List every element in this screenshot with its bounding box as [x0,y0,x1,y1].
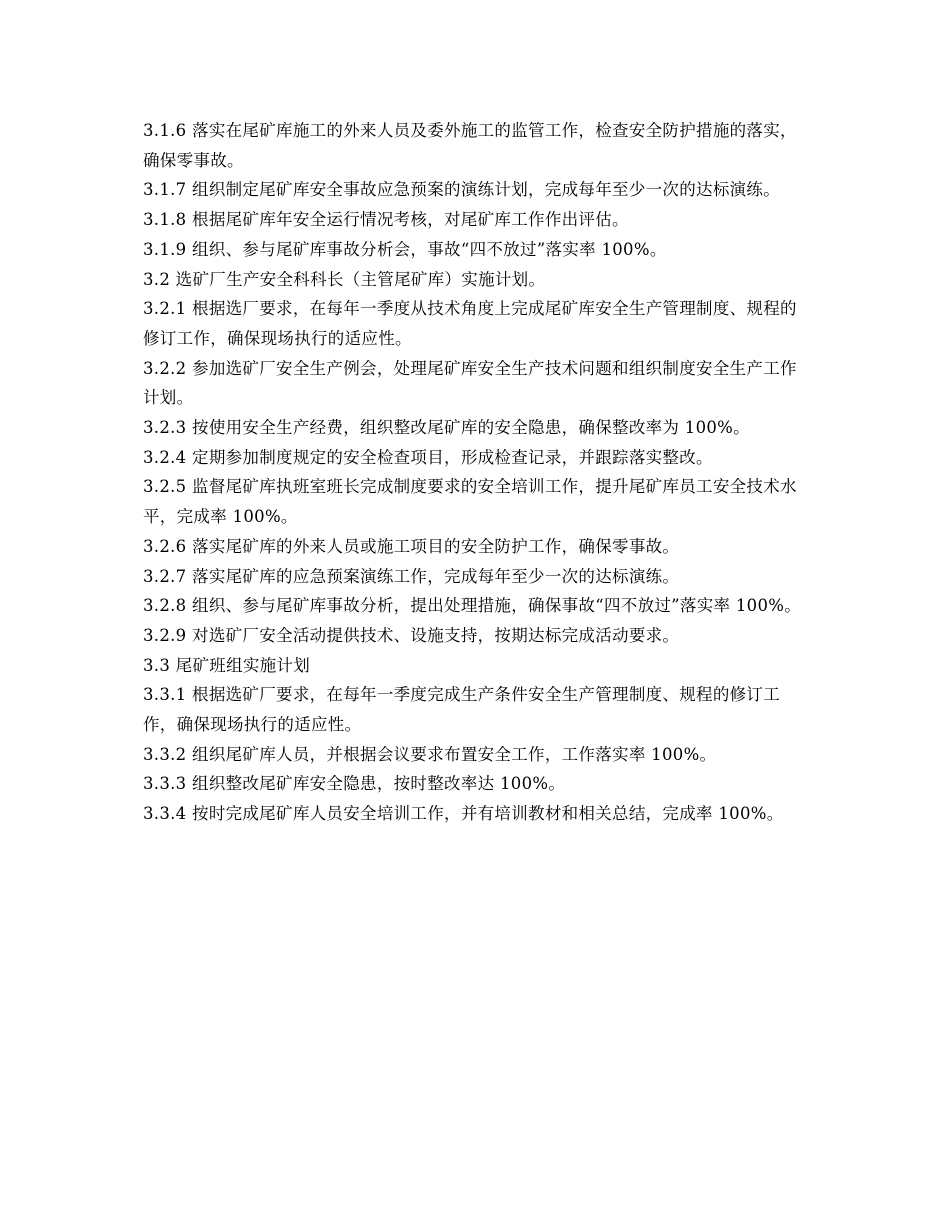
section-heading-3-3: 3.3 尾矿班组实施计划 [143,655,311,675]
paragraph-3-2-6: 3.2.6 落实尾矿库的外来人员或施工项目的安全防护工作，确保零事故。 [143,536,680,556]
paragraph-3-2-3: 3.2.3 按使用安全生产经费，组织整改尾矿库的安全隐患，确保整改率为 100%。 [143,418,750,438]
paragraph-3-3-1: 3.3.1 根据选矿厂要求，在每年一季度完成生产条件安全生产管理制度、规程的修订工作，确保现场执行的适应性。 [143,685,781,735]
paragraph-3-2-5: 3.2.5 监督尾矿库执班室班长完成制度要求的安全培训工作，提升尾矿库员工安全技术水平，完成率 100%。 [143,477,797,527]
paragraph-3-2-7: 3.2.7 落实尾矿库的应急预案演练工作，完成每年至少一次的达标演练。 [143,566,680,586]
paragraph-3-2-1: 3.2.1 根据选厂要求，在每年一季度从技术角度上完成尾矿库安全生产管理制度、规程的修订工作，确保现场执行的适应性。 [143,299,797,348]
paragraph-3-1-7: 3.1.7 组织制定尾矿库安全事故应急预案的演练计划，完成每年至少一次的达标演练。 [143,180,781,200]
paragraph-3-2-9: 3.2.9 对选矿厂安全活动提供技术、设施支持，按期达标完成活动要求。 [143,625,680,645]
paragraph-3-3-2: 3.3.2 组织尾矿库人员，并根据会议要求布置安全工作，工作落实率 100%。 [143,744,717,764]
paragraph-3-3-4: 3.3.4 按时完成尾矿库人员安全培训工作，并有培训教材和相关总结，完成率 100%。 [143,804,784,824]
paragraph-3-3-3: 3.3.3 组织整改尾矿库安全隐患，按时整改率达 100%。 [143,774,566,794]
paragraph-3-1-9: 3.1.9 组织、参与尾矿库事故分析会，事故“四不放过”落实率 100%。 [143,239,667,259]
paragraph-3-1-6: 3.1.6 落实在尾矿库施工的外来人员及委外施工的监管工作，检查安全防护措施的落实，确保零事故。 [143,121,797,170]
paragraph-3-1-8: 3.1.8 根据尾矿库年安全运行情况考核，对尾矿库工作作出评估。 [143,210,629,230]
section-heading-3-2: 3.2 选矿厂生产安全科科长（主管尾矿库）实施计划。 [143,269,546,289]
paragraph-3-2-4: 3.2.4 定期参加制度规定的安全检查项目，形成检查记录，并跟踪落实整改。 [143,447,713,467]
document-body [143,116,803,829]
paragraph-3-2-8: 3.2.8 组织、参与尾矿库事故分析，提出处理措施，确保事故“四不放过”落实率 100%。 [143,596,802,616]
paragraph-3-2-2: 3.2.2 参加选矿厂安全生产例会，处理尾矿库安全生产技术问题和组织制度安全生产工作计划。 [143,358,797,408]
